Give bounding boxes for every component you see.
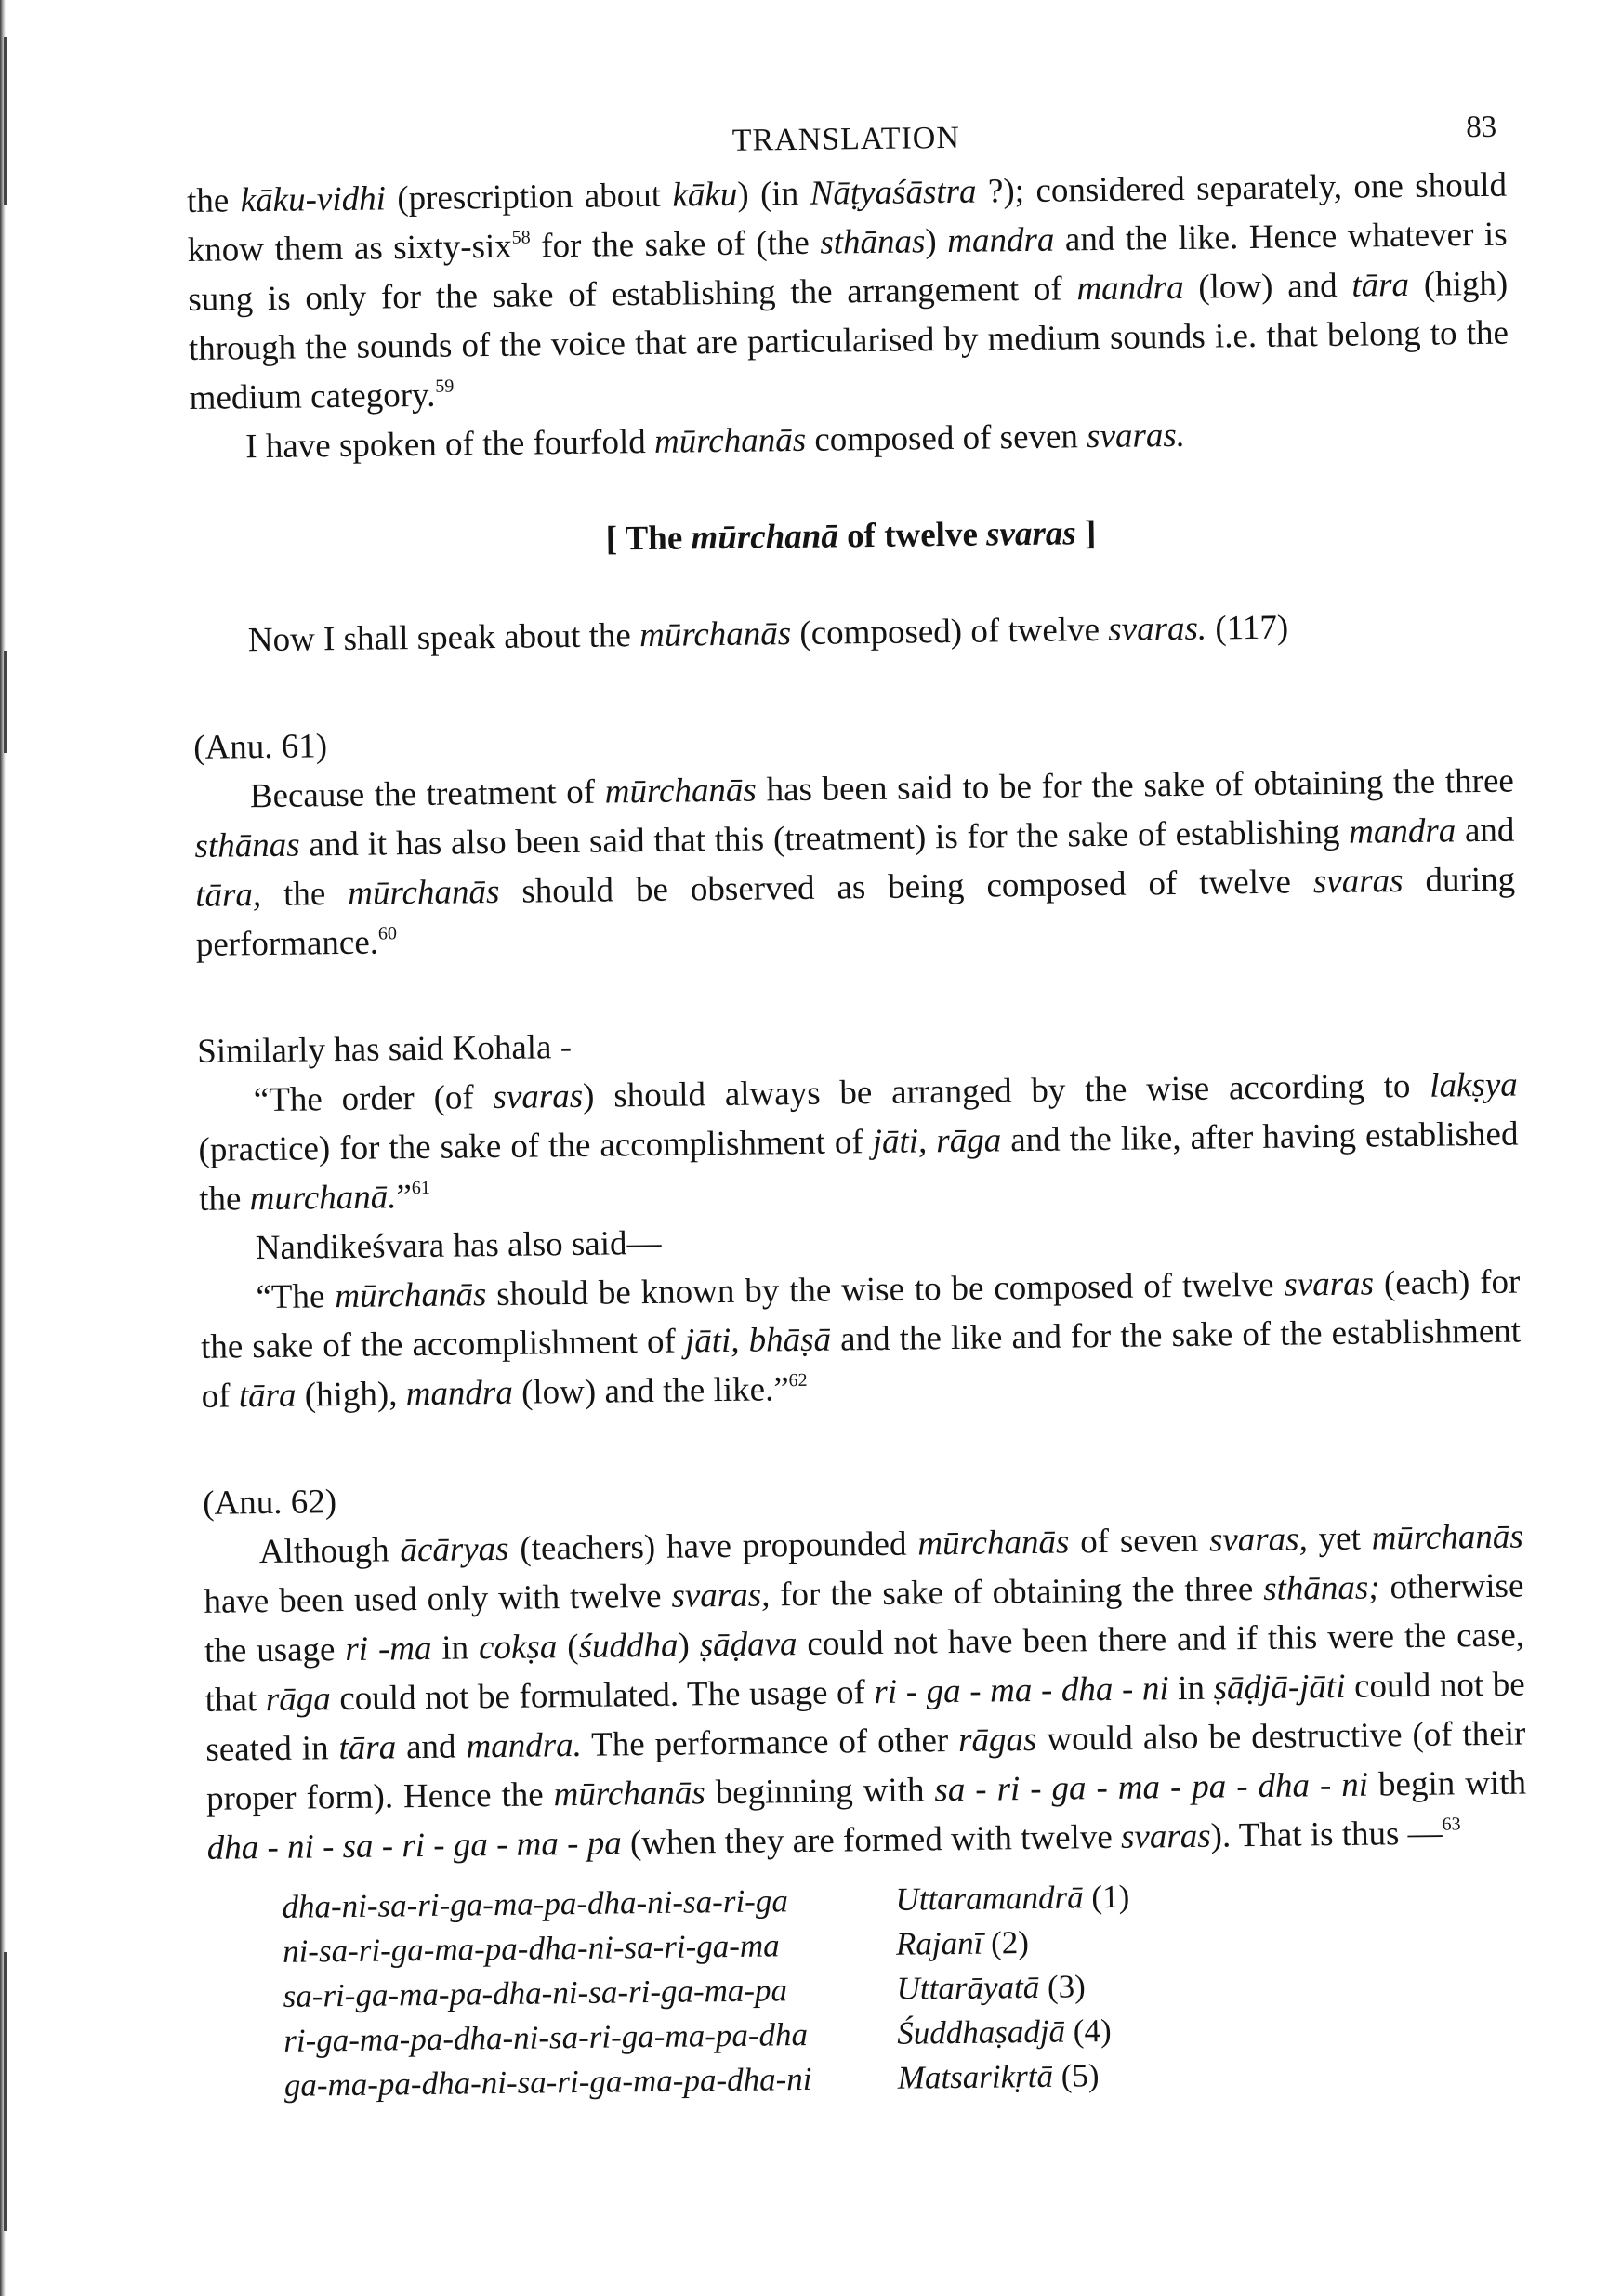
margin-mark (4, 651, 7, 753)
footnote-ref: 61 (411, 1177, 430, 1198)
kohala-quote: “The order (of svaras) should always be arranged by the wise according to lakṣya (practice) for the sake of the accomplishment of jāti, rāga and the like, after having established the murchanā.”$^{61}$ (198, 1065, 1519, 1219)
murchana-name: Uttaramandrā (895, 1879, 1084, 1918)
anu-62-label: (Anu. 62) (202, 1483, 337, 1523)
footnote-ref: 58 (511, 227, 531, 248)
page-number: 83 (1465, 110, 1497, 145)
murchana-number: (5) (1061, 2057, 1100, 2094)
book-page (186, 105, 1530, 2109)
nandikesvara-quote: “The mūrchanās should be known by the wise to be composed of twelve svaras (each) for the sake of the accomplishment of jāti, bhāṣā and the like and for the sake of the establishment of tāra (high), mandra (low) and the like.”$^{62}$ (200, 1262, 1522, 1416)
murchana-name: Śuddhaṣadjā (896, 2012, 1066, 2052)
paragraph-anu-62: Although ācāryas (teachers) have propounded mūrchanās of seven svaras, yet mūrchanās have been used only with twelve svaras, for the sake of obtaining the three sthānas; otherwise the usage ri -ma in cokṣa (śuddha) ṣāḍava could not have been there and if this were the case, that rāga could not be formulated. The usage of ri - ga - ma - dha - ni in ṣāḍjā-jāti could not be seated in tāra and mandra. The performance of other rāgas would also be destructive (of their proper form). Hence the mūrchanās beginning with sa - ri - ga - ma - pa - dha - ni begin with dha - ni - sa - ri - ga - ma - pa (when they are formed with twelve svaras). That is thus —$^{63}$ (204, 1517, 1527, 1867)
verse-117: Now I shall speak about the mūrchanās (composed) of twelve svaras. (117) (247, 608, 1289, 660)
svara-sequence: ri-ga-ma-pa-dha-ni-sa-ri-ga-ma-pa-dha (283, 2015, 809, 2059)
running-title: TRANSLATION (731, 120, 961, 158)
svara-sequence: ni-sa-ri-ga-ma-pa-dha-ni-sa-ri-ga-ma (282, 1927, 780, 1970)
murchana-name: Uttarāyatā (896, 1968, 1040, 2007)
murchana-number: (3) (1047, 1968, 1086, 2005)
anu-61-label: (Anu. 61) (192, 727, 328, 767)
footnote-ref: 63 (1442, 1814, 1461, 1835)
murchana-number: (2) (990, 1924, 1030, 1961)
footnote-ref: 60 (377, 922, 398, 944)
margin-mark (4, 1952, 7, 2231)
svara-sequence: sa-ri-ga-ma-pa-dha-ni-sa-ri-ga-ma-pa (283, 1972, 788, 2014)
nandikesvara-intro: Nandikeśvara has also said— (255, 1223, 662, 1268)
svara-sequence: ga-ma-pa-dha-ni-sa-ri-ga-ma-pa-dha-ni (283, 2060, 812, 2104)
paragraph-fourfold: I have spoken of the fourfold mūrchanās composed of seven svaras. (245, 416, 1186, 467)
murchana-number: (1) (1091, 1878, 1130, 1916)
paragraph-kaku-vidhi: the kāku-vidhi (prescription about kāku) (in Nāṭyaśāstra ?); considered separately, one should know them as sixty-six$^{58}$ for the sake of (the sthānas) mandra and the like. Hence whatever is sung is only for the sake of establishing the arrangement of mandra (low) and tāra (high) through the sounds of the voice that are particularised by medium sounds i.e. that belong to the medium category.$^{59}$ (186, 165, 1509, 417)
murchana-name: Rajanī (895, 1924, 983, 1962)
svara-sequence: dha-ni-sa-ri-ga-ma-pa-dha-ni-sa-ri-ga (282, 1882, 789, 1925)
paragraph-anu-61: Because the treatment of mūrchanās has been said to be for the sake of obtaining the three sthānas and it has also been said that this (treatment) is for the sake of establishing mandra and tāra, the mūrchanās should be observed as being composed of twelve svaras during performance.$^{60}$ (194, 761, 1516, 964)
kohala-intro: Similarly has said Kohala - (196, 1028, 573, 1071)
footnote-ref: 59 (435, 376, 455, 397)
murchana-number: (4) (1073, 2012, 1112, 2050)
murchana-list (282, 1870, 1530, 2108)
margin-mark (4, 37, 7, 205)
footnote-ref: 62 (788, 1369, 808, 1391)
section-heading: [ The mūrchanā of twelve svaras ] (605, 514, 1097, 559)
murchana-name: Matsarikṛtā (897, 2057, 1054, 2096)
